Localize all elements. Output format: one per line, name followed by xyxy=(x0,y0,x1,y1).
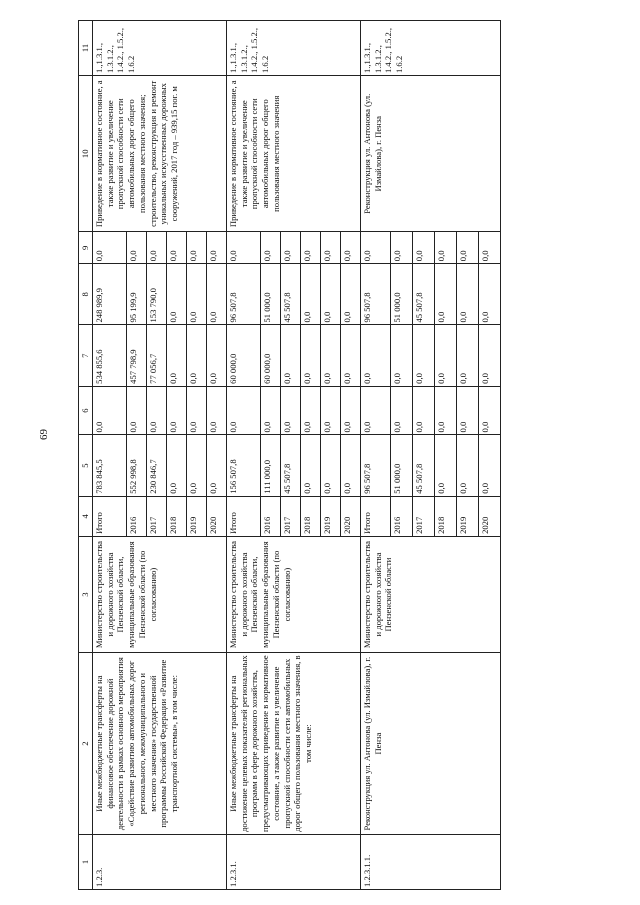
regional-budget-cell: 0,0 xyxy=(341,325,361,386)
total-amount-cell: 96 507,8 xyxy=(361,435,391,496)
federal-budget-cell: 0,0 xyxy=(413,386,435,435)
federal-budget-cell: 0,0 xyxy=(261,386,281,435)
local-budget-cell: 0,0 xyxy=(207,264,227,325)
year-cell: 2020 xyxy=(341,496,361,536)
column-number: 2 xyxy=(79,653,93,835)
total-amount-cell: 51 000,0 xyxy=(391,435,413,496)
year-cell: 2019 xyxy=(187,496,207,536)
federal-budget-cell: 0,0 xyxy=(457,386,479,435)
year-cell: 2018 xyxy=(435,496,457,536)
other-sources-cell: 0,0 xyxy=(187,232,207,264)
regional-budget-cell: 0,0 xyxy=(167,325,187,386)
local-budget-cell: 0,0 xyxy=(301,264,321,325)
item-number: 1.2.3. xyxy=(93,835,227,890)
total-amount-cell: 230 846,7 xyxy=(147,435,167,496)
local-budget-cell: 0,0 xyxy=(187,264,207,325)
federal-budget-cell: 0,0 xyxy=(127,386,147,435)
regional-budget-cell: 457 798,9 xyxy=(127,325,147,386)
total-amount-cell: 0,0 xyxy=(207,435,227,496)
federal-budget-cell: 0,0 xyxy=(391,386,413,435)
other-sources-cell: 0,0 xyxy=(261,232,281,264)
executor: Министерство строительства и дорожного хозяйства Пензенской области, муниципальные образования Пензенской области (по согласованию) xyxy=(227,536,361,652)
other-sources-cell: 0,0 xyxy=(301,232,321,264)
local-budget-cell: 96 507,8 xyxy=(227,264,261,325)
executor: Министерство строительства и дорожного хозяйства Пензенской области, муниципальные образования Пензенской области (по согласованию) xyxy=(93,536,227,652)
other-sources-cell: 0,0 xyxy=(457,232,479,264)
regional-budget-cell: 0,0 xyxy=(207,325,227,386)
regional-budget-cell: 0,0 xyxy=(479,325,501,386)
local-budget-cell: 51 000,0 xyxy=(261,264,281,325)
year-cell: 2017 xyxy=(413,496,435,536)
other-sources-cell: 0,0 xyxy=(413,232,435,264)
total-amount-cell: 156 507,8 xyxy=(227,435,261,496)
local-budget-cell: 45 507,8 xyxy=(413,264,435,325)
table-row xyxy=(361,21,391,890)
column-number: 9 xyxy=(79,232,93,264)
total-amount-cell: 45 507,8 xyxy=(281,435,301,496)
federal-budget-cell: 0,0 xyxy=(227,386,261,435)
other-sources-cell: 0,0 xyxy=(207,232,227,264)
federal-budget-cell: 0,0 xyxy=(187,386,207,435)
total-amount-cell: 0,0 xyxy=(187,435,207,496)
other-sources-cell: 0,0 xyxy=(361,232,391,264)
column-number: 4 xyxy=(79,496,93,536)
year-cell: 2018 xyxy=(167,496,187,536)
table-body xyxy=(93,21,501,890)
local-budget-cell: 0,0 xyxy=(321,264,341,325)
total-amount-cell: 783 845,5 xyxy=(93,435,127,496)
column-number: 7 xyxy=(79,325,93,386)
column-number: 8 xyxy=(79,264,93,325)
total-amount-cell: 45 507,8 xyxy=(413,435,435,496)
other-sources-cell: 0,0 xyxy=(127,232,147,264)
page-number: 69 xyxy=(38,429,50,440)
indicator-link: 1.,1.3.1., 1.3.1.2., 1.4.2., 1.5.2., 1.6.2 xyxy=(361,21,501,76)
federal-budget-cell: 0,0 xyxy=(321,386,341,435)
total-amount-cell: 552 998,8 xyxy=(127,435,147,496)
federal-budget-cell: 0,0 xyxy=(435,386,457,435)
total-amount-cell: 111 000,0 xyxy=(261,435,281,496)
federal-budget-cell: 0,0 xyxy=(93,386,127,435)
other-sources-cell: 0,0 xyxy=(435,232,457,264)
federal-budget-cell: 0,0 xyxy=(281,386,301,435)
item-number: 1.2.3.1.1. xyxy=(361,835,501,890)
measure-name: Иные межбюджетные трансферты на финансовое обеспечение дорожной деятельности в рамках основного мероприятия «Содействие развитию автомобильных дорог регионального, межмуниципального и местного значения» государственной программы Российской Федерации «Развитие транспортной системы», в том числе: xyxy=(93,653,227,835)
federal-budget-cell: 0,0 xyxy=(361,386,391,435)
regional-budget-cell: 60 000,0 xyxy=(227,325,261,386)
other-sources-cell: 0,0 xyxy=(227,232,261,264)
regional-budget-cell: 0,0 xyxy=(187,325,207,386)
federal-budget-cell: 0,0 xyxy=(147,386,167,435)
column-number: 11 xyxy=(79,21,93,76)
regional-budget-cell: 0,0 xyxy=(281,325,301,386)
federal-budget-cell: 0,0 xyxy=(207,386,227,435)
other-sources-cell: 0,0 xyxy=(391,232,413,264)
other-sources-cell: 0,0 xyxy=(341,232,361,264)
table-row xyxy=(93,21,127,890)
year-cell: 2018 xyxy=(301,496,321,536)
regional-budget-cell: 0,0 xyxy=(391,325,413,386)
local-budget-cell: 51 000,0 xyxy=(391,264,413,325)
regional-budget-cell: 0,0 xyxy=(457,325,479,386)
other-sources-cell: 0,0 xyxy=(93,232,127,264)
year-cell: 2016 xyxy=(127,496,147,536)
local-budget-cell: 0,0 xyxy=(479,264,501,325)
local-budget-cell: 96 507,8 xyxy=(361,264,391,325)
indicator-link: 1.,1.3.1., 1.3.1.2., 1.4.2., 1.5.2., 1.6.2 xyxy=(227,21,361,76)
local-budget-cell: 248 989,9 xyxy=(93,264,127,325)
local-budget-cell: 0,0 xyxy=(341,264,361,325)
total-amount-cell: 0,0 xyxy=(321,435,341,496)
year-cell: Итого xyxy=(227,496,261,536)
federal-budget-cell: 0,0 xyxy=(167,386,187,435)
total-amount-cell: 0,0 xyxy=(479,435,501,496)
year-cell: Итого xyxy=(361,496,391,536)
total-amount-cell: 0,0 xyxy=(167,435,187,496)
federal-budget-cell: 0,0 xyxy=(479,386,501,435)
year-cell: 2019 xyxy=(457,496,479,536)
regional-budget-cell: 0,0 xyxy=(435,325,457,386)
regional-budget-cell: 0,0 xyxy=(301,325,321,386)
local-budget-cell: 95 199,9 xyxy=(127,264,147,325)
local-budget-cell: 153 790,0 xyxy=(147,264,167,325)
local-budget-cell: 0,0 xyxy=(457,264,479,325)
local-budget-cell: 45 507,8 xyxy=(281,264,301,325)
rotated-table-container xyxy=(78,20,563,890)
item-number: 1.2.3.1. xyxy=(227,835,361,890)
regional-budget-cell: 0,0 xyxy=(361,325,391,386)
table-row xyxy=(227,21,261,890)
regional-budget-cell: 60 000,0 xyxy=(261,325,281,386)
other-sources-cell: 0,0 xyxy=(281,232,301,264)
regional-budget-cell: 0,0 xyxy=(413,325,435,386)
total-amount-cell: 0,0 xyxy=(301,435,321,496)
year-cell: 2017 xyxy=(281,496,301,536)
year-cell: 2020 xyxy=(479,496,501,536)
measure-name: Иные межбюджетные трансферты на достижение целевых показателей региональных программ в сфере дорожного хозяйства, предусматривающих приведение в нормативное состояние, а также развитие и увеличение пропускной способности сети автомобильных дорог общего пользования местного значения, в том числе: xyxy=(227,653,361,835)
column-number: 5 xyxy=(79,435,93,496)
program-measures-table xyxy=(78,20,501,890)
other-sources-cell: 0,0 xyxy=(479,232,501,264)
measure-name: Реконструкция ул. Антонова (ул. Измайлова), г. Пенза xyxy=(361,653,501,835)
federal-budget-cell: 0,0 xyxy=(301,386,321,435)
year-cell: Итого xyxy=(93,496,127,536)
regional-budget-cell: 0,0 xyxy=(321,325,341,386)
executor: Министерство строительства и дорожного хозяйства Пензенской области xyxy=(361,536,501,652)
year-cell: 2019 xyxy=(321,496,341,536)
indicator-link: 1.,1.3.1., 1.3.1.2., 1.4.2., 1.5.2., 1.6.2 xyxy=(93,21,227,76)
year-cell: 2016 xyxy=(261,496,281,536)
total-amount-cell: 0,0 xyxy=(435,435,457,496)
column-number: 1 xyxy=(79,835,93,890)
column-number-row xyxy=(79,21,93,890)
expected-result: Приведение в нормативное состояние, а также развитие и увеличение пропускной способности сети автомобильных дорог общего пользования местного значения xyxy=(227,76,361,232)
year-cell: 2020 xyxy=(207,496,227,536)
total-amount-cell: 0,0 xyxy=(341,435,361,496)
column-number: 3 xyxy=(79,536,93,652)
expected-result: Приведение в нормативное состояние, а также развитие и увеличение пропускной способности сети автомобильных дорог общего пользования местного значения; строительство, реконструкция и ремонт уникальных искусственных дорожных сооружений, 2017 год – 939,15 пог. м xyxy=(93,76,227,232)
regional-budget-cell: 534 855,6 xyxy=(93,325,127,386)
expected-result: Реконструкция ул. Антонова (ул. Измайлова), г. Пенза xyxy=(361,76,501,232)
local-budget-cell: 0,0 xyxy=(167,264,187,325)
regional-budget-cell: 77 056,7 xyxy=(147,325,167,386)
other-sources-cell: 0,0 xyxy=(321,232,341,264)
total-amount-cell: 0,0 xyxy=(457,435,479,496)
other-sources-cell: 0,0 xyxy=(147,232,167,264)
federal-budget-cell: 0,0 xyxy=(341,386,361,435)
local-budget-cell: 0,0 xyxy=(435,264,457,325)
column-number: 10 xyxy=(79,76,93,232)
column-number: 6 xyxy=(79,386,93,435)
year-cell: 2017 xyxy=(147,496,167,536)
other-sources-cell: 0,0 xyxy=(167,232,187,264)
year-cell: 2016 xyxy=(391,496,413,536)
